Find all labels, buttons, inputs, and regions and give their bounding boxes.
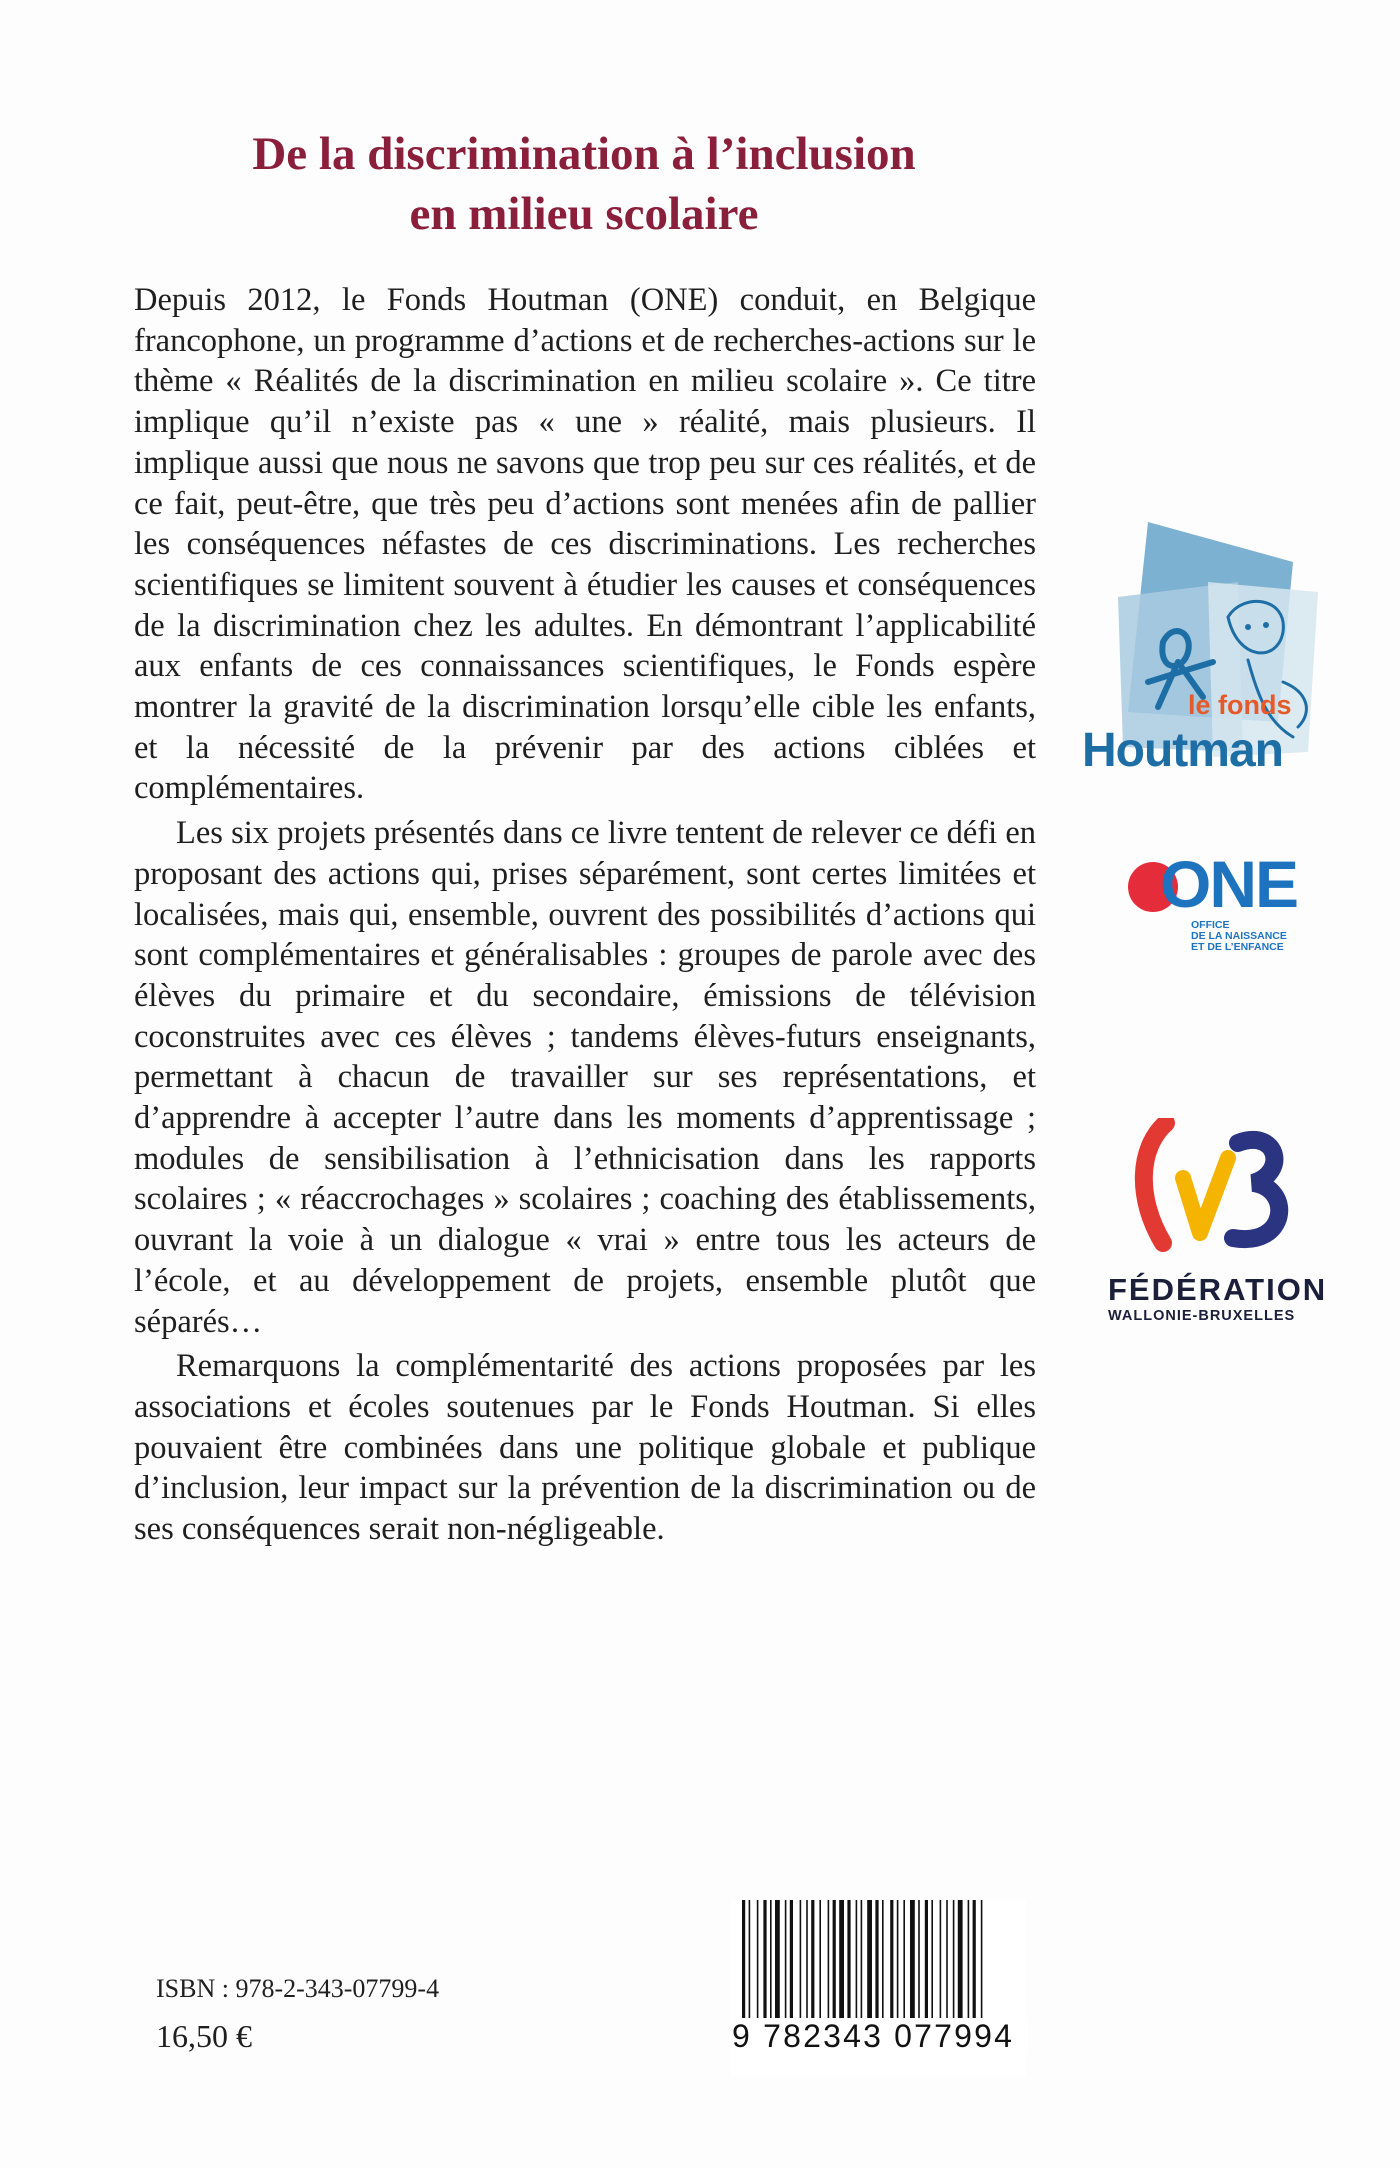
barcode-bar xyxy=(958,1900,963,2018)
one-sub-line-2: DE LA NAISSANCE xyxy=(1191,930,1287,942)
houtman-le-fonds: le fonds xyxy=(1188,690,1292,720)
barcode-bar xyxy=(749,1900,751,2018)
barcode-bar xyxy=(742,1900,745,2018)
barcode-bar xyxy=(890,1900,893,2018)
barcode-bar xyxy=(981,1900,983,2018)
barcode-bar xyxy=(790,1900,793,2018)
back-cover-text xyxy=(134,280,1036,1550)
fwb-name: FÉDÉRATION xyxy=(1108,1272,1328,1307)
barcode-bar xyxy=(806,1900,808,2018)
barcode-bar xyxy=(867,1900,872,2018)
barcode-bar xyxy=(763,1900,766,2018)
barcode-bar xyxy=(973,1900,976,2018)
barcode-bar xyxy=(968,1900,970,2018)
barcode-bar xyxy=(918,1900,920,2018)
isbn: ISBN : 978-2-343-07799-4 xyxy=(156,1974,440,2003)
barcode-bar xyxy=(811,1900,814,2018)
barcode-bar xyxy=(828,1900,830,2018)
barcode-bar xyxy=(839,1900,844,2018)
fwb-logo-icon xyxy=(1128,1118,1298,1258)
barcode-bar xyxy=(910,1900,915,2018)
one-subtitle xyxy=(1191,920,1287,953)
price: 16,50 € xyxy=(156,2018,252,2054)
barcode-bar xyxy=(861,1900,863,2018)
barcode-bar xyxy=(946,1900,948,2018)
barcode-bar xyxy=(785,1900,787,2018)
barcode-bar xyxy=(856,1900,858,2018)
barcode-bar xyxy=(833,1900,836,2018)
barcode-digits: 9 782343 077994 xyxy=(730,2018,1028,2055)
paragraph-2: Les six projets présentés dans ce livre tentent de relever ce défi en proposant des actions qui, prises séparément, sont certes limitées et localisées, mais qui, ensemble, ouvrent des possibilités d’actions qui sont complémentaires et généralisables : groupes de parole avec des élèves du primaire et du secondaire, émissions de télévision coconstruites avec ces élèves ; tandems élèves-futurs enseignants, permettant à chacun de travailler sur ses représentations, et d’apprendre à accepter l’autre dans les moments d’apprentissage ; modules de sensibilisation à l’ethnicisation dans les rapports scolaires ; « réaccrochages » scolaires ; coaching des établissements, ouvrant la voie à un dialogue « vrai » entre tous les acteurs de l’école, et au développement de projets, ensemble plutôt que séparés… xyxy=(134,815,1036,1340)
barcode-bar xyxy=(897,1900,899,2018)
barcode-bar xyxy=(847,1900,850,2018)
barcode-bar xyxy=(875,1900,878,2018)
barcode-bar xyxy=(931,1900,933,2018)
paragraph-1: Depuis 2012, le Fonds Houtman (ONE) conduit, en Belgique francophone, un programme d’actions et de recherches-actions sur le thème « Réalités de la discrimination en milieu scolaire ». Ce titre implique qu’il n’existe pas « une » réalité, mais plusieurs. Il implique aussi que nous ne savons que trop peu sur ces réalités, et de ce fait, peut-être, que très peu d’actions sont menées afin de pallier les conséquences néfastes de ces discriminations. Les recherches scientifiques se limitent souvent à étudier les causes et conséquences de la discrimination chez les adultes. En démontrant l’applicabilité aux enfants de ces connaissances scientifiques, le Fonds espère montrer la gravité de la discrimination lorsqu’elle cible les enfants, et la nécessité de la prévenir par des actions ciblées et complémentaires. xyxy=(134,282,1036,807)
one-sub-line-3: ET DE L’ENFANCE xyxy=(1191,941,1284,953)
barcode-bar xyxy=(770,1900,772,2018)
houtman-name: Houtman xyxy=(1082,724,1283,777)
barcode-bar xyxy=(800,1900,802,2018)
barcode-bar xyxy=(925,1900,928,2018)
fwb-subtitle: WALLONIE-BRUXELLES xyxy=(1108,1308,1296,1324)
title-line-1: De la discrimination à l’inclusion xyxy=(252,128,916,180)
one-sub-line-1: OFFICE xyxy=(1191,919,1230,931)
barcode-bar xyxy=(940,1900,942,2018)
title-line-2: en milieu scolaire xyxy=(409,188,759,240)
barcode-bar xyxy=(882,1900,884,2018)
barcode-bar xyxy=(953,1900,955,2018)
book-title xyxy=(134,124,1034,244)
barcode-bar xyxy=(819,1900,821,2018)
barcode-bar xyxy=(903,1900,905,2018)
paragraph-3: Remarquons la complémentarité des actions proposées par les associations et écoles soutenues par le Fonds Houtman. Si elles pouvaient être combinées dans une politique globale et publique d’inclusion, leur impact sur la prévention de la discrimination ou de ses conséquences serait non-négligeable. xyxy=(134,1348,1036,1548)
barcode-bar xyxy=(757,1900,759,2018)
barcode-bar xyxy=(775,1900,780,2018)
one-name: ONE xyxy=(1160,847,1298,921)
